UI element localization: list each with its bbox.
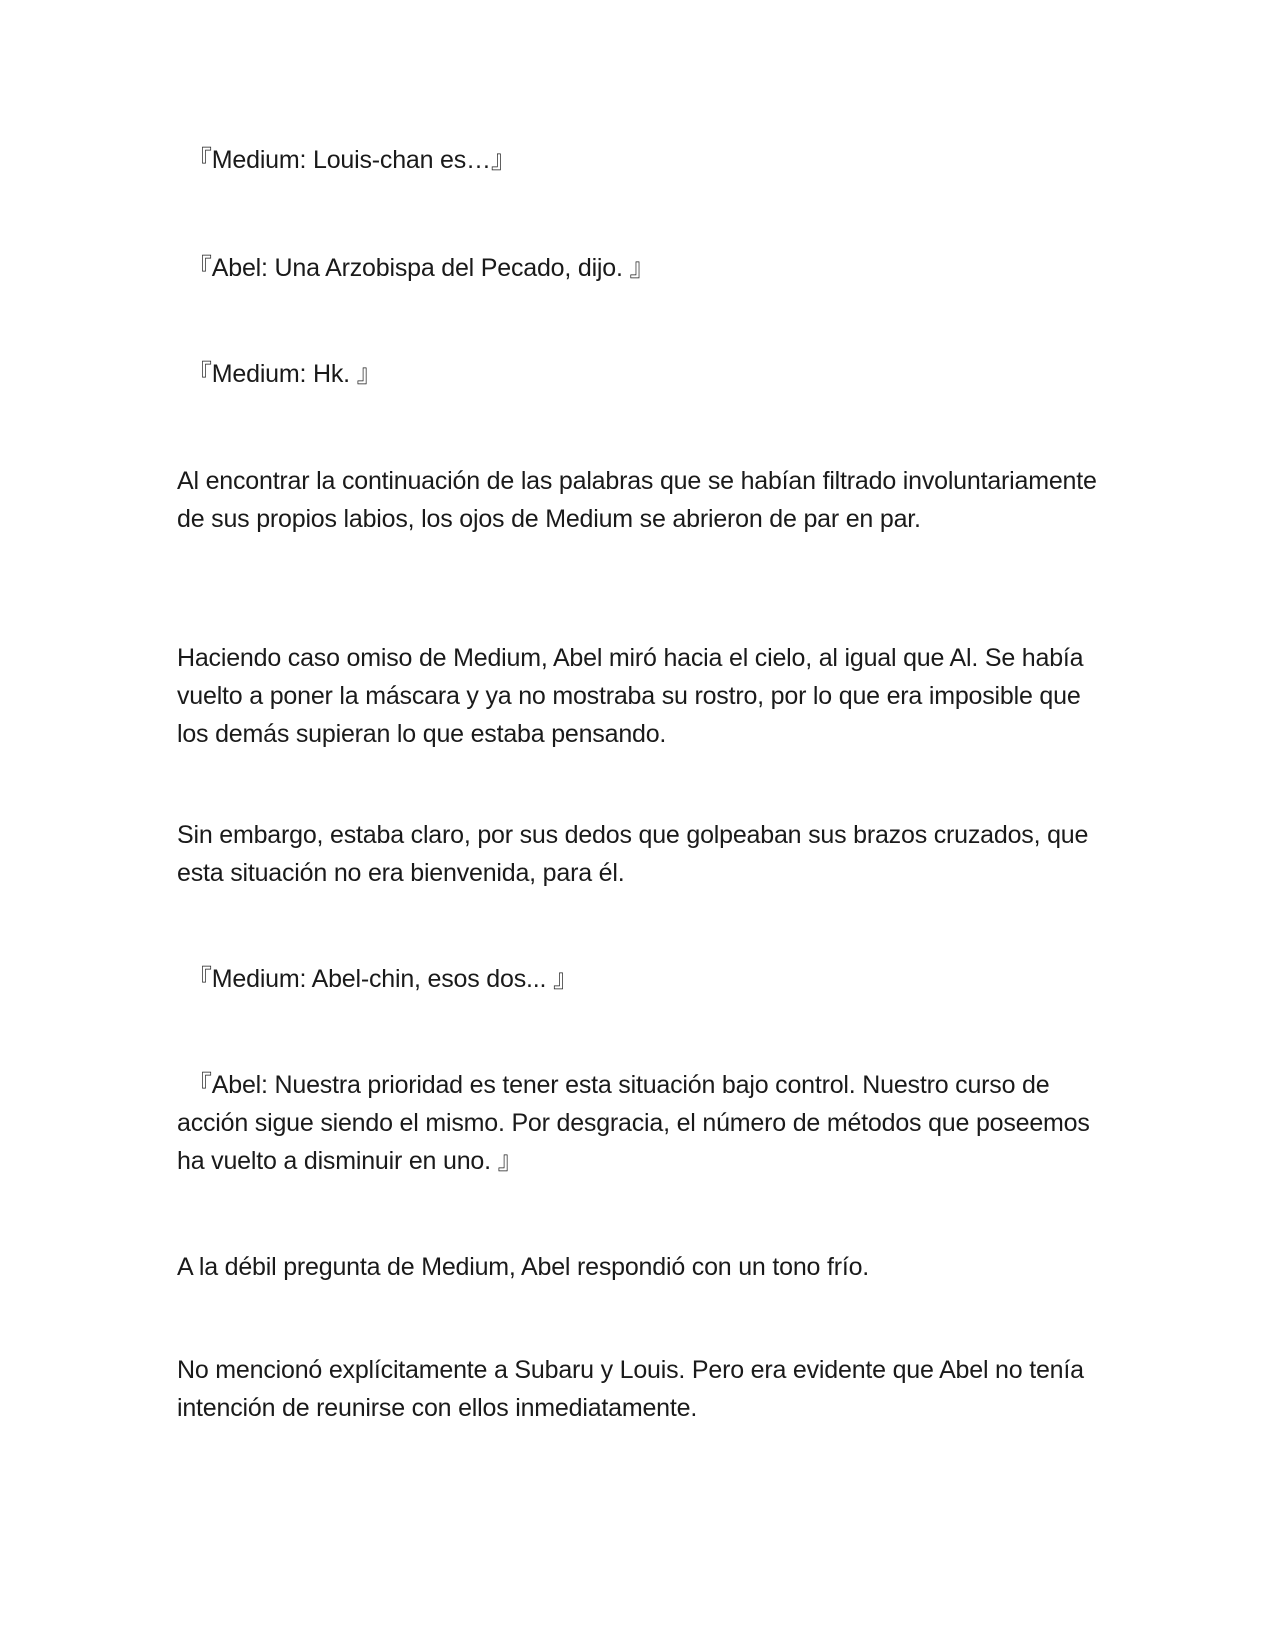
- dialogue-medium-abel-chin: 『Medium: Abel-chin, esos dos... 』: [187, 965, 578, 993]
- dialogue-medium-hk: 『Medium: Hk. 』: [187, 360, 382, 388]
- dialogue-abel-arzobispa: 『Abel: Una Arzobispa del Pecado, dijo. 』: [187, 254, 655, 282]
- narration-paragraph-3: Sin embargo, estaba claro, por sus dedos que golpeaban sus brazos cruzados, que esta situación no era bienvenida, para él.: [177, 821, 1089, 887]
- dialogue-medium-louis: 『Medium: Louis-chan es…』: [187, 146, 516, 174]
- dialogue-abel-prioridad: 『Abel: Nuestra prioridad es tener esta situación bajo control. Nuestro curso de acción sigue siendo el mismo. Por desgracia, el número de métodos que poseemos ha vuelto a disminuir en uno. 』: [177, 1071, 1090, 1175]
- narration-paragraph-5: No mencionó explícitamente a Subaru y Louis. Pero era evidente que Abel no tenía intención de reunirse con ellos inmediatamente.: [177, 1356, 1084, 1422]
- narration-paragraph-2: Haciendo caso omiso de Medium, Abel miró hacia el cielo, al igual que Al. Se había vuelto a poner la máscara y ya no mostraba su rostro, por lo que era imposible que los demás supieran lo que estaba pensando.: [177, 644, 1084, 748]
- narration-paragraph-4: A la débil pregunta de Medium, Abel respondió con un tono frío.: [177, 1253, 870, 1281]
- narration-paragraph-1: Al encontrar la continuación de las palabras que se habían filtrado involuntariamente de sus propios labios, los ojos de Medium se abrieron de par en par.: [177, 467, 1097, 533]
